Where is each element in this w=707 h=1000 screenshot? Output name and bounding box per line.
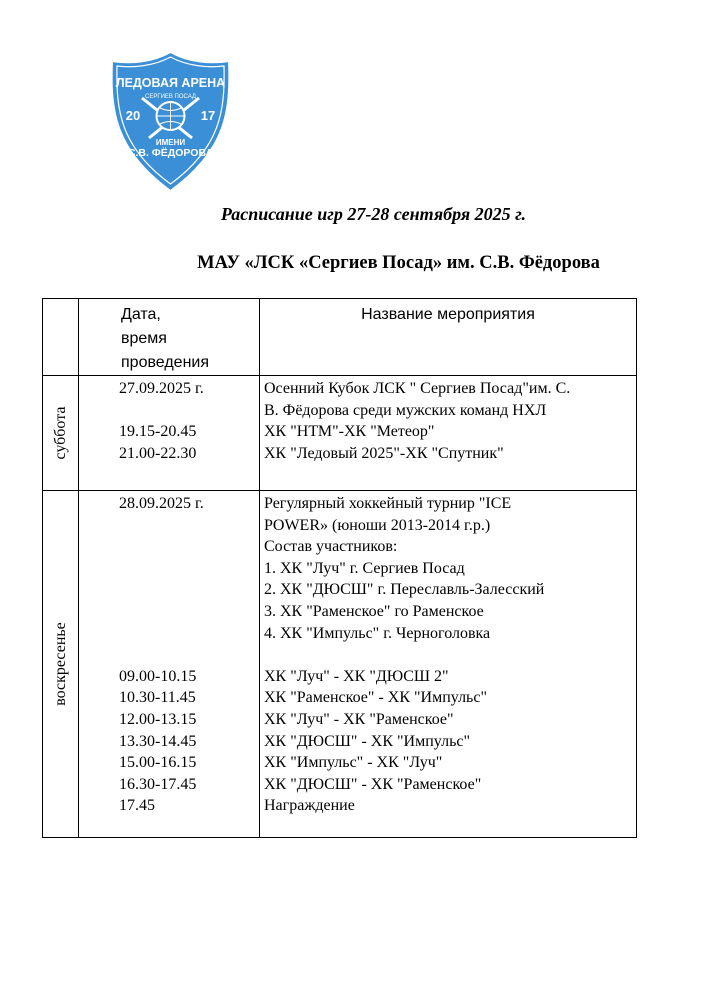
time-line: 16.30-17.45 xyxy=(119,775,197,793)
event-line xyxy=(264,644,636,666)
header-day-cell xyxy=(43,299,79,376)
event-cell-sunday xyxy=(260,491,637,838)
schedule-title: Расписание игр 27-28 сентября 2025 г. xyxy=(220,204,527,224)
match-line: ХК "Луч" - ХК "ДЮСШ 2" xyxy=(264,667,449,685)
event-cell-saturday xyxy=(260,376,637,491)
time-line: 21.00-22.30 xyxy=(119,444,197,462)
date-cell-sunday xyxy=(79,491,260,838)
logo-year-left: 20 xyxy=(125,108,141,123)
header-time-label: время проведения xyxy=(121,330,209,371)
logo-city: СЕРГИЕВ ПОСАД xyxy=(144,94,197,100)
date-line xyxy=(119,536,259,558)
day-label-sunday: воскресенье xyxy=(51,622,69,706)
arena-logo xyxy=(108,50,233,193)
logo-imeni: ИМЕНИ xyxy=(155,138,186,147)
day-cell-saturday xyxy=(43,376,79,491)
header-date-cell xyxy=(79,299,260,376)
participant-line: 3. ХК "Раменское" го Раменское xyxy=(264,602,484,620)
header-date-label: Дата, xyxy=(121,306,161,323)
date-cell-saturday xyxy=(79,376,260,491)
logo-arena-name: ЛЕДОВАЯ АРЕНА xyxy=(115,76,226,90)
date-line xyxy=(119,515,259,537)
header-event-label: Название мероприятия xyxy=(361,306,535,323)
day-cell-sunday xyxy=(43,491,79,838)
date-line: 28.09.2025 г. xyxy=(119,495,204,512)
header-event-cell xyxy=(260,299,637,376)
time-line: 15.00-16.15 xyxy=(119,754,197,772)
organization-name: МАУ «ЛСК «Сергиев Посад» им. С.В. Фёдорова xyxy=(197,253,600,273)
match-line: ХК "Луч" - ХК "Раменское" xyxy=(264,710,454,728)
event-line: Состав участников: xyxy=(264,538,398,556)
match-line: ХК "Раменское" - ХК "Импульс" xyxy=(264,689,487,707)
date-line xyxy=(119,579,259,601)
table-row-sunday xyxy=(43,491,637,838)
date-line xyxy=(119,601,259,623)
match-line: ХК "Импульс" - ХК "Луч" xyxy=(264,754,443,772)
time-line: 13.30-14.45 xyxy=(119,732,197,750)
day-label-saturday: суббота xyxy=(51,406,69,460)
time-line: 17.45 xyxy=(119,797,155,815)
date-line xyxy=(119,623,259,645)
match-line: ХК "Ледовый 2025"-ХК "Спутник" xyxy=(264,444,504,462)
schedule-table xyxy=(42,298,637,838)
table-row-saturday xyxy=(43,376,637,491)
time-line: 19.15-20.45 xyxy=(119,423,197,441)
date-line xyxy=(119,558,259,580)
logo-person: С.В. ФЁДОРОВА xyxy=(127,147,214,159)
participant-line: 4. ХК "Импульс" г. Черноголовка xyxy=(264,624,491,642)
time-line: 10.30-11.45 xyxy=(119,689,196,707)
date-line: 27.09.2025 г. xyxy=(119,380,204,397)
event-line: Регулярный хоккейный турнир "ICE xyxy=(264,495,512,512)
match-line: ХК "ДЮСШ" - ХК "Импульс" xyxy=(264,732,470,750)
date-line xyxy=(119,644,259,666)
participant-line: 1. ХК "Луч" г. Сергиев Посад xyxy=(264,559,465,577)
event-line: В. Фёдорова среди мужских команд НХЛ xyxy=(264,401,547,419)
match-line: ХК "НТМ"-ХК "Метеор" xyxy=(264,423,435,441)
event-line: POWER» (юноши 2013-2014 г.р.) xyxy=(264,516,491,534)
time-line: 12.00-13.15 xyxy=(119,710,197,728)
participant-line: 2. ХК "ДЮСШ" г. Переславль-Залесский xyxy=(264,581,545,599)
date-line xyxy=(119,400,259,422)
logo-year-right: 17 xyxy=(200,108,216,123)
table-header-row xyxy=(43,299,637,376)
match-line: ХК "ДЮСШ" - ХК "Раменское" xyxy=(264,775,482,793)
time-line: 09.00-10.15 xyxy=(119,667,197,685)
event-line: Осенний Кубок ЛСК " Сергиев Посад"им. С. xyxy=(264,380,571,397)
award-line: Награждение xyxy=(264,797,355,815)
